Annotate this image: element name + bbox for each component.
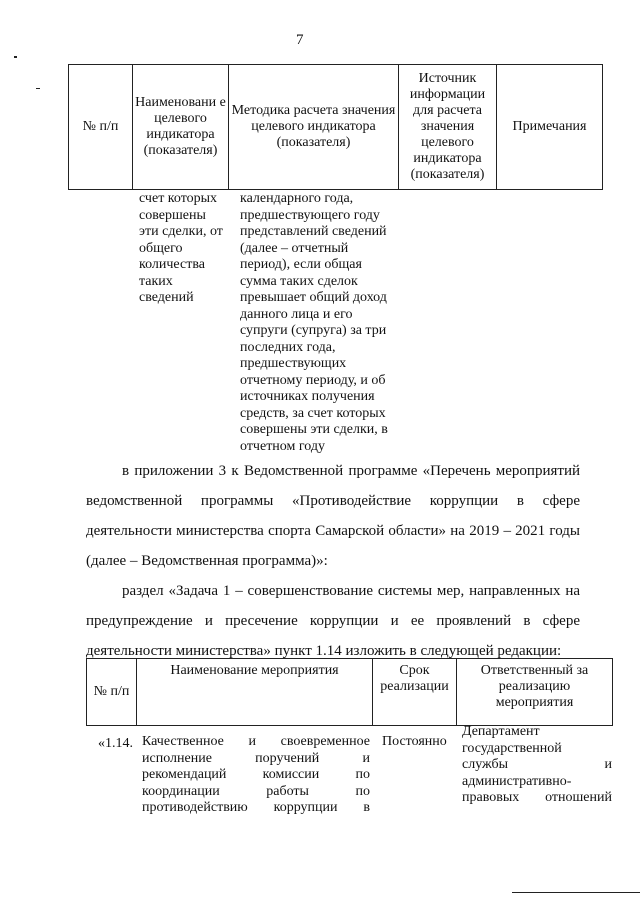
- scan-mark: [14, 56, 17, 58]
- col-source-header: Источник информации для расчета значения целевого индикатора (показателя): [399, 65, 497, 190]
- measures-table-header: [86, 658, 613, 726]
- method-continuation: календарного года, предшествующего году представлений сведений (далее – отчетный период), если общая сумма таких сделок превышает общий доход данного лица и его супруги (супруга) за три последних года, предшествующих отчетному периоду, и об источниках получения средств, за счет которых совершены эти сделки, в отчетном году: [240, 191, 388, 454]
- paragraph-line: ведомственной программы «Противодействие коррупции в сфере: [86, 493, 580, 509]
- paragraph-line: раздел «Задача 1 – совершенствование системы мер, направленных на: [122, 583, 580, 599]
- page-number: 7: [296, 32, 304, 48]
- col-notes-header: Примечания: [497, 65, 603, 190]
- measure-responsible: Департамент государственной службы и административно- правовых отношений: [462, 724, 612, 805]
- indicator-name-continuation: счет которых совершены эти сделки, от общего количества таких сведений: [139, 191, 223, 305]
- paragraph-line: деятельности министерства спорта Самарской области» на 2019 – 2021 годы: [86, 523, 580, 539]
- paragraph-line: деятельности министерства» пункт 1.14 изложить в следующей редакции:: [86, 643, 562, 659]
- measure-term: Постоянно: [382, 734, 447, 749]
- paragraph-line: (далее – Ведомственная программа)»:: [86, 553, 328, 569]
- col-measure-name-header: Наименование мероприятия: [137, 659, 373, 726]
- col-method-header: Методика расчета значения целевого индикатора (показателя): [229, 65, 399, 190]
- row-number: «1.14.: [98, 736, 133, 751]
- scan-mark: [36, 88, 40, 89]
- col-indicator-name-header: Наименовани е целевого индикатора (показателя): [133, 65, 229, 190]
- measure-name: Качественное и своевременное исполнение поручений и рекомендаций комиссии по координации работы по противодействию коррупции в: [142, 734, 370, 815]
- col-number-header: № п/п: [87, 659, 137, 726]
- body-text: [86, 456, 580, 666]
- col-number-header: № п/п: [69, 65, 133, 190]
- paragraph-line: в приложении 3 к Ведомственной программе «Перечень мероприятий: [122, 463, 580, 479]
- col-responsible-header: Ответственный за реализацию мероприятия: [457, 659, 613, 726]
- col-term-header: Срок реализации: [373, 659, 457, 726]
- indicators-table-header: [68, 64, 603, 190]
- paragraph-line: предупреждение и пресечение коррупции и ее проявлений в сфере: [86, 613, 580, 629]
- footer-rule: [512, 892, 640, 893]
